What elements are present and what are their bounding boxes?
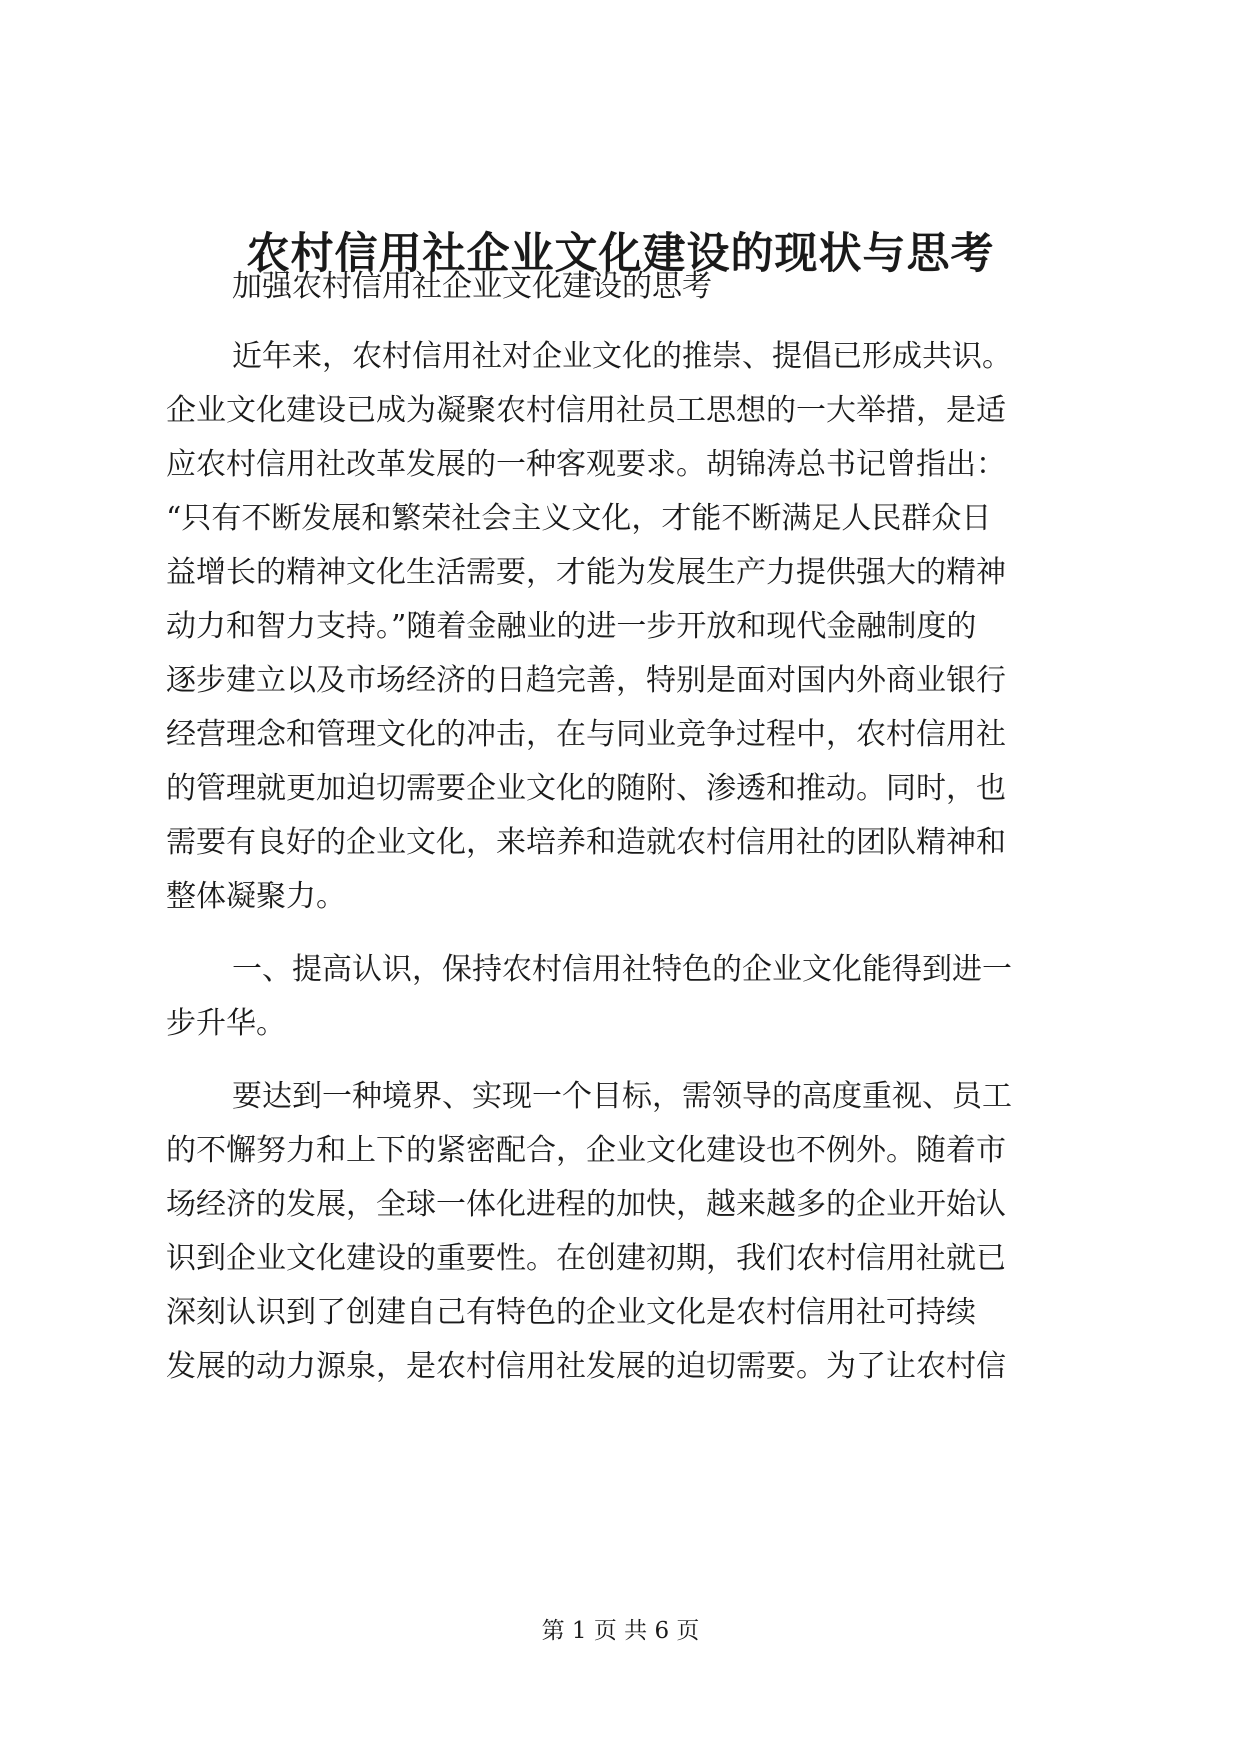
document-subtitle: 加强农村信用社企业文化建设的思考 — [232, 269, 712, 304]
section-heading-line: 步升华。 — [166, 1006, 286, 1041]
paragraph-line: 发展的动力源泉，是农村信用社发展的迫切需要。为了让农村信 — [166, 1349, 1006, 1384]
paragraph-line: 要达到一种境界、实现一个目标，需领导的高度重视、员工 — [232, 1079, 1012, 1114]
paragraph-line: 的管理就更加迫切需要企业文化的随附、渗透和推动。同时，也 — [166, 771, 1006, 806]
paragraph-line: 需要有良好的企业文化，来培养和造就农村信用社的团队精神和 — [166, 825, 1006, 860]
paragraph-line: 识到企业文化建设的重要性。在创建初期，我们农村信用社就已 — [166, 1241, 1006, 1276]
paragraph-line: 应农村信用社改革发展的一种客观要求。胡锦涛总书记曾指出： — [166, 447, 1006, 482]
document-title: 农村信用社企业文化建设的现状与思考 — [246, 229, 995, 279]
paragraph-line: 企业文化建设已成为凝聚农村信用社员工思想的一大举措，是适 — [166, 393, 1006, 428]
paragraph-line: 经营理念和管理文化的冲击，在与同业竞争过程中，农村信用社 — [166, 717, 1006, 752]
paragraph-line: 整体凝聚力。 — [166, 879, 346, 914]
paragraph-line: 场经济的发展，全球一体化进程的加快，越来越多的企业开始认 — [166, 1187, 1006, 1222]
paragraph-line: 逐步建立以及市场经济的日趋完善，特别是面对国内外商业银行 — [166, 663, 1006, 698]
page-number-footer: 第 1 页 共 6 页 — [541, 1618, 700, 1644]
paragraph-line: 的不懈努力和上下的紧密配合，企业文化建设也不例外。随着市 — [166, 1133, 1006, 1168]
paragraph-line: 近年来，农村信用社对企业文化的推崇、提倡已形成共识。 — [232, 339, 1012, 374]
paragraph-line: 动力和智力支持。”随着金融业的进一步开放和现代金融制度的 — [166, 609, 977, 644]
paragraph-line: 益增长的精神文化生活需要，才能为发展生产力提供强大的精神 — [166, 555, 1006, 590]
section-heading-line: 一、提高认识，保持农村信用社特色的企业文化能得到进一 — [232, 952, 1012, 987]
paragraph-line: 深刻认识到了创建自己有特色的企业文化是农村信用社可持续 — [166, 1295, 976, 1330]
paragraph-line: “只有不断发展和繁荣社会主义文化，才能不断满足人民群众日 — [166, 501, 992, 536]
